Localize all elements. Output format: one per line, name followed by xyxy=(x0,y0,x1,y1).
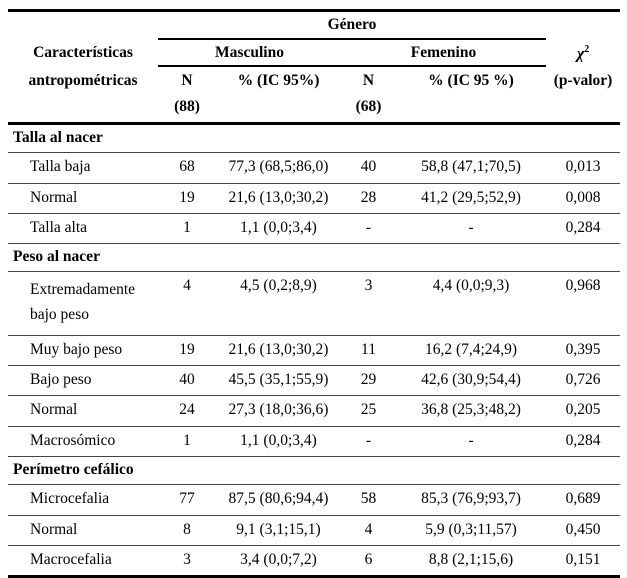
cell-p-valor: 0,726 xyxy=(565,371,601,389)
table-row xyxy=(8,153,620,183)
cell-p-valor: 0,151 xyxy=(565,550,601,568)
cell-n-masculino: 1 xyxy=(183,218,191,236)
cell-n-masculino: 19 xyxy=(179,188,195,206)
chi-letter: χ xyxy=(576,45,585,63)
row-label: Talla baja xyxy=(30,158,91,176)
section-header-row xyxy=(8,456,620,484)
cell-pct-masculino: 4,5 (0,2;8,9) xyxy=(240,277,317,295)
cell-n-femenino: - xyxy=(365,218,372,236)
section-title: Talla al nacer xyxy=(13,129,103,146)
cell-n-femenino: 25 xyxy=(360,401,377,419)
cell-pct-femenino: 4,4 (0,0;9,3) xyxy=(432,277,510,295)
cell-pct-masculino: 1,1 (0,0;3,4) xyxy=(240,218,317,236)
table-row xyxy=(8,545,620,576)
row-label: Macrocefalia xyxy=(30,550,112,568)
cell-pct-masculino: 87,5 (80,6;94,4) xyxy=(228,490,329,508)
cell-n-femenino: 3 xyxy=(364,277,373,295)
cell-pct-femenino: 41,2 (29,5;52,9) xyxy=(421,188,521,206)
cell-pct-masculino: 27,3 (18,0;36,6) xyxy=(228,401,329,419)
cell-pct-femenino: - xyxy=(468,218,474,236)
cell-n-masculino: 1 xyxy=(183,431,191,449)
column-header-n-femenino: N xyxy=(362,72,375,89)
table-row xyxy=(8,426,620,456)
cell-n-femenino: 4 xyxy=(364,520,373,538)
cell-pct-femenino: - xyxy=(468,431,474,449)
table-row xyxy=(8,335,620,365)
cell-pct-femenino: 5,9 (0,3;11,57) xyxy=(425,520,517,538)
cell-p-valor: 0,968 xyxy=(565,277,601,295)
column-header-genero: Género xyxy=(158,11,546,40)
cell-p-valor: 0,205 xyxy=(565,401,601,419)
p-valor-label: (p-valor) xyxy=(553,71,613,89)
cell-pct-masculino: 77,3 (68,5;86,0) xyxy=(228,158,329,176)
cell-n-masculino: 19 xyxy=(179,340,195,358)
table-body xyxy=(8,124,620,577)
table-row xyxy=(8,396,620,426)
n-total-masculino: (88) xyxy=(174,98,200,115)
table-row xyxy=(8,213,620,243)
column-header-masculino: Masculino xyxy=(158,39,341,66)
cell-p-valor: 0,689 xyxy=(565,490,601,508)
spacer-cell xyxy=(396,95,546,124)
cell-pct-masculino: 21,6 (13,0;30,2) xyxy=(228,188,329,206)
header-row-genero xyxy=(8,11,620,40)
cell-pct-femenino: 42,6 (30,9;54,4) xyxy=(421,371,521,389)
chi-square-symbol xyxy=(546,44,620,63)
cell-pct-masculino: 1,1 (0,0;3,4) xyxy=(240,431,317,449)
cell-n-masculino: 68 xyxy=(179,158,195,176)
row-label: Normal xyxy=(30,401,78,419)
section-title: Peso al nacer xyxy=(13,248,100,266)
column-header-chi-square xyxy=(546,11,620,124)
cell-pct-femenino: 58,8 (47,1;70,5) xyxy=(421,158,521,176)
column-header-pct-masculino: % (IC 95%) xyxy=(237,72,320,89)
row-label: Normal xyxy=(30,188,78,206)
row-label: Muy bajo peso xyxy=(30,340,123,358)
cell-n-masculino: 8 xyxy=(183,520,191,538)
cell-pct-masculino: 21,6 (13,0;30,2) xyxy=(228,340,329,358)
spacer-cell xyxy=(216,95,341,124)
cell-n-femenino: 40 xyxy=(360,158,377,176)
cell-pct-femenino: 8,8 (2,1;15,6) xyxy=(428,550,514,568)
cell-n-femenino: 29 xyxy=(360,371,377,389)
cell-pct-masculino: 45,5 (35,1;55,9) xyxy=(228,371,329,389)
section-title: Perímetro cefálico xyxy=(13,460,134,478)
cell-n-masculino: 3 xyxy=(183,550,191,568)
cell-n-femenino: 58 xyxy=(360,490,377,508)
section-header-row xyxy=(8,124,620,153)
cell-p-valor: 0,008 xyxy=(565,188,601,206)
cell-p-valor: 0,450 xyxy=(565,520,601,538)
table-row xyxy=(8,366,620,396)
row-label: Extremadamente bajo peso xyxy=(30,281,136,324)
column-header-caracteristicas: Características antropométricas xyxy=(28,44,138,89)
column-header-n-masculino: N xyxy=(181,72,193,89)
table-row xyxy=(8,183,620,213)
row-label: Normal xyxy=(30,520,78,538)
cell-n-femenino: 6 xyxy=(364,550,373,568)
cell-pct-masculino: 3,4 (0,0;7,2) xyxy=(240,550,317,568)
cell-n-femenino: 28 xyxy=(360,188,377,206)
cell-p-valor: 0,284 xyxy=(565,218,601,236)
cell-n-femenino: 11 xyxy=(361,340,376,358)
column-header-pct-femenino: % (IC 95 %) xyxy=(428,72,514,89)
column-header-femenino: Femenino xyxy=(341,39,546,66)
cell-n-femenino: - xyxy=(365,431,372,449)
table-row xyxy=(8,515,620,545)
section-header-row xyxy=(8,244,620,272)
cell-pct-femenino: 36,8 (25,3;48,2) xyxy=(421,401,521,419)
row-label: Macrosómico xyxy=(30,431,116,449)
anthropometric-table xyxy=(8,9,620,578)
table-row xyxy=(8,485,620,515)
cell-p-valor: 0,284 xyxy=(565,431,601,449)
row-label: Bajo peso xyxy=(30,371,92,389)
table-row xyxy=(8,272,620,336)
chi-exponent: 2 xyxy=(584,44,590,56)
cell-n-masculino: 24 xyxy=(179,401,195,419)
cell-pct-femenino: 16,2 (7,4;24,9) xyxy=(424,340,518,358)
cell-n-masculino: 40 xyxy=(179,371,195,389)
cell-p-valor: 0,395 xyxy=(565,340,601,358)
cell-pct-femenino: 85,3 (76,9;93,7) xyxy=(421,490,521,508)
table-header xyxy=(8,11,620,124)
cell-pct-masculino: 9,1 (3,1;15,1) xyxy=(236,520,321,538)
row-label: Talla alta xyxy=(30,218,88,236)
n-total-femenino: (68) xyxy=(355,98,382,115)
cell-n-masculino: 4 xyxy=(183,277,191,295)
cell-p-valor: 0,013 xyxy=(565,158,601,176)
row-label: Microcefalia xyxy=(30,490,110,508)
cell-n-masculino: 77 xyxy=(179,490,195,508)
